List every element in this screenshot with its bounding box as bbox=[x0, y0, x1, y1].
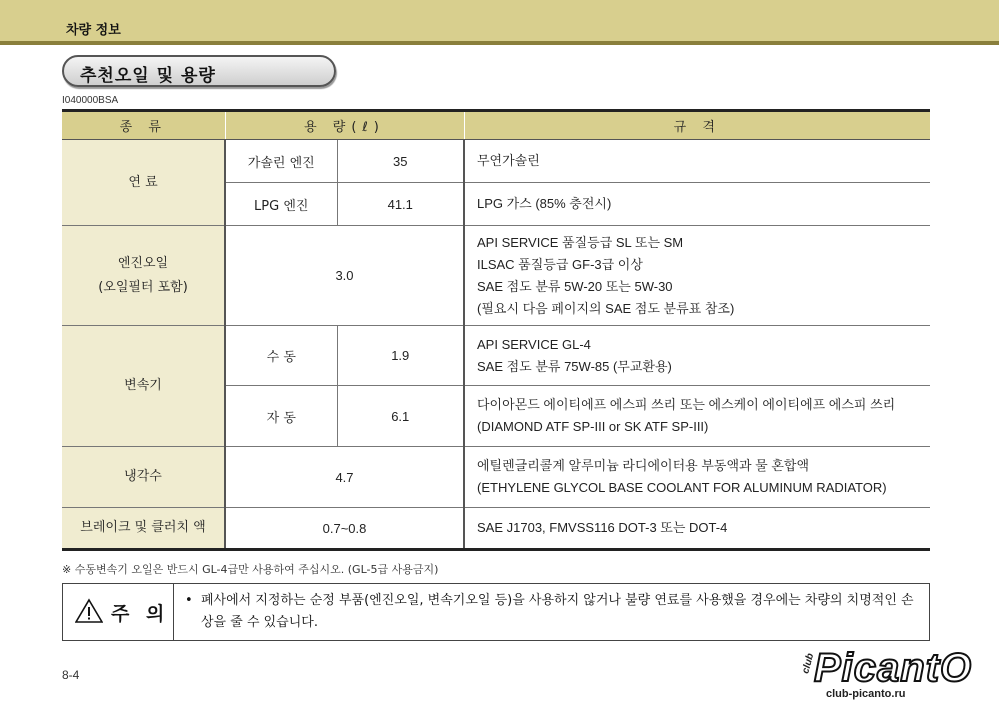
spec-line: (필요시 다음 페이지의 SAE 점도 분류표 참조) bbox=[477, 300, 735, 316]
header-spec: 규 격 bbox=[464, 111, 930, 140]
header-divider bbox=[0, 41, 999, 45]
spec-line: (ETHYLENE GLYCOL BASE COOLANT FOR ALUMINUM RADIATOR) bbox=[477, 480, 887, 495]
header-capacity: 용 량(ℓ) bbox=[225, 111, 464, 140]
caution-body: 폐사에서 지정하는 순정 부품(엔진오일, 변속기오일 등)을 사용하지 않거나 불량 연료를 사용했을 경우에는 차량의 치명적인 손상을 줄 수 있습니다. bbox=[201, 593, 914, 630]
warning-triangle-icon bbox=[75, 598, 103, 624]
spec-automatic bbox=[464, 386, 930, 447]
value-lpg: 41.1 bbox=[337, 183, 464, 226]
spec-line: 다이아몬드 에이티에프 에스피 쓰리 또는 에스케이 에이티에프 에스피 쓰리 bbox=[477, 397, 896, 412]
sub-automatic: 자 동 bbox=[225, 386, 337, 447]
spec-line: 에틸렌글리콜계 알루미늄 라디에이터용 부동액과 물 혼합액 bbox=[477, 458, 810, 473]
spec-brake-clutch bbox=[464, 508, 930, 550]
sub-manual: 수 동 bbox=[225, 326, 337, 386]
spec-line: (DIAMOND ATF SP-III or SK ATF SP-III) bbox=[477, 419, 709, 434]
header-type: 종 류 bbox=[62, 111, 225, 140]
category-line: 엔진오일 bbox=[117, 255, 169, 271]
caution-title: 주 의 bbox=[111, 603, 170, 625]
spec-gasoline bbox=[464, 140, 930, 183]
value-gasoline: 35 bbox=[337, 140, 464, 183]
table-row bbox=[62, 508, 930, 550]
spec-line: LPG 가스 (85% 충전시) bbox=[477, 196, 612, 211]
watermark-logo bbox=[792, 646, 998, 702]
capacity-table bbox=[62, 109, 930, 551]
caution-box bbox=[62, 583, 930, 641]
watermark-brand: PicantO bbox=[814, 646, 973, 690]
page-number: 8-4 bbox=[62, 668, 80, 682]
spec-manual bbox=[464, 326, 930, 386]
category-brake-clutch: 브레이크 및 클러치 액 bbox=[62, 508, 225, 550]
value-coolant: 4.7 bbox=[225, 447, 464, 508]
category-fuel: 연 료 bbox=[62, 140, 225, 226]
page-heading: 추천오일 및 용량 bbox=[80, 66, 216, 86]
table-row bbox=[62, 326, 930, 386]
spec-line: SAE J1703, FMVSS116 DOT-3 또는 DOT-4 bbox=[477, 520, 728, 535]
table-row bbox=[62, 226, 930, 326]
value-manual: 1.9 bbox=[337, 326, 464, 386]
spec-line: SAE 점도 분류 5W-20 또는 5W-30 bbox=[477, 278, 673, 294]
spec-line: API SERVICE GL-4 bbox=[477, 336, 591, 352]
sub-lpg-engine: LPG 엔진 bbox=[225, 183, 337, 226]
sub-gasoline-engine: 가솔린 엔진 bbox=[225, 140, 337, 183]
table-header-row bbox=[62, 111, 930, 140]
category-engine-oil bbox=[62, 226, 225, 326]
table-row bbox=[62, 447, 930, 508]
spec-line: SAE 점도 분류 75W-85 (무교환용) bbox=[477, 358, 672, 374]
footnote: ※ 수동변속기 오일은 반드시 GL-4급만 사용하여 주십시오. (GL-5급 사용금지) bbox=[62, 563, 439, 576]
watermark-club-tag: club bbox=[800, 652, 817, 675]
spec-lpg bbox=[464, 183, 930, 226]
category-coolant: 냉각수 bbox=[62, 447, 225, 508]
value-engine-oil: 3.0 bbox=[225, 226, 464, 326]
spec-line: ILSAC 품질등급 GF-3급 이상 bbox=[477, 256, 643, 272]
spec-line: 무연가솔린 bbox=[477, 153, 540, 168]
section-title: 차량 정보 bbox=[66, 23, 121, 38]
table-row bbox=[62, 140, 930, 183]
bullet-icon: • bbox=[185, 593, 193, 608]
category-line: (오일필터 포함) bbox=[98, 279, 188, 295]
category-transmission: 변속기 bbox=[62, 326, 225, 447]
document-code: I040000BSA bbox=[62, 95, 119, 106]
caution-message bbox=[185, 590, 923, 634]
spec-engine-oil bbox=[464, 226, 930, 326]
spec-line: API SERVICE 품질등급 SL 또는 SM bbox=[477, 234, 684, 250]
watermark-url: club-picanto.ru bbox=[826, 688, 906, 700]
value-brake-clutch: 0.7~0.8 bbox=[225, 508, 464, 550]
value-automatic: 6.1 bbox=[337, 386, 464, 447]
spec-coolant bbox=[464, 447, 930, 508]
page-heading-pill bbox=[62, 55, 336, 87]
top-header-band bbox=[0, 0, 999, 44]
caution-label-cell bbox=[63, 584, 174, 640]
